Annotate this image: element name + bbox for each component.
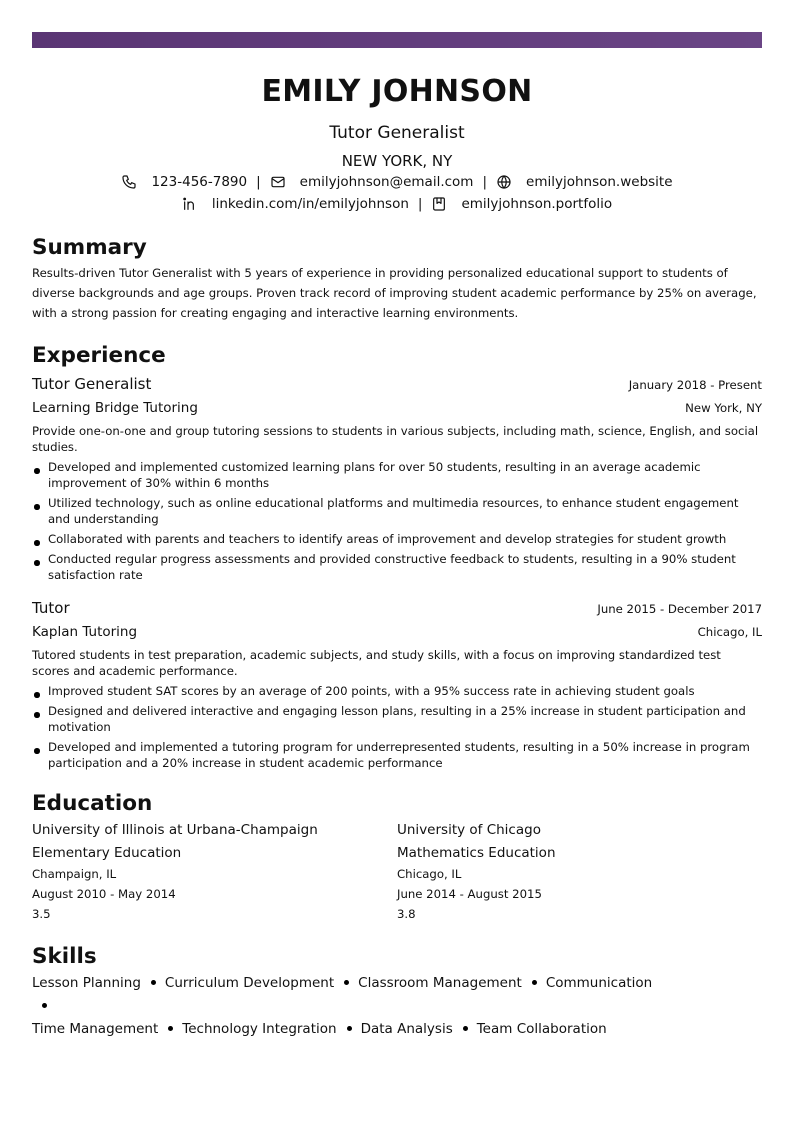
- contact-separator: |: [417, 196, 423, 212]
- education-dates: August 2010 - May 2014: [32, 887, 176, 901]
- website-link[interactable]: emilyjohnson.website: [526, 174, 673, 190]
- job-entry: [32, 373, 762, 583]
- contact-row-2: [32, 193, 762, 215]
- contact-separator: |: [482, 174, 488, 190]
- skill-item: Technology Integration: [182, 1021, 337, 1037]
- school-name: University of Chicago: [397, 822, 541, 838]
- skill-item: Team Collaboration: [476, 1021, 607, 1037]
- skill-item: Classroom Management: [358, 975, 522, 991]
- bullet-separator: [344, 980, 349, 985]
- candidate-title: Tutor Generalist: [329, 123, 465, 143]
- contact-separator: |: [256, 174, 261, 190]
- degree: Elementary Education: [32, 845, 182, 861]
- contact-row-1: [32, 171, 762, 193]
- skills-list: [32, 972, 672, 1041]
- list-item: Conducted regular progress assessments and provided constructive feedback to students, resulting in a 90% student satisfaction rate: [32, 551, 762, 583]
- job-company: Kaplan Tutoring: [32, 624, 138, 640]
- list-item: Improved student SAT scores by an average of 200 points, with a 95% success rate in achieving student goals: [32, 683, 762, 699]
- education-section: [32, 791, 762, 924]
- portfolio-link[interactable]: emilyjohnson.portfolio: [461, 196, 613, 212]
- experience-section: [32, 343, 762, 771]
- gpa: 3.5: [32, 907, 51, 921]
- skill-item: Data Analysis: [360, 1021, 453, 1037]
- job-bullets: [32, 683, 762, 771]
- accent-bar: [32, 32, 762, 48]
- bullet-separator: [532, 980, 537, 985]
- portfolio-contact: [431, 193, 612, 215]
- linkedin-icon: [182, 196, 198, 212]
- job-dates: June 2015 - December 2017: [597, 602, 762, 616]
- job-dates: January 2018 - Present: [628, 378, 762, 392]
- website-contact: [496, 171, 673, 193]
- email-icon: [270, 174, 286, 190]
- skills-heading: Skills: [32, 944, 97, 969]
- list-item: Designed and delivered interactive and engaging lesson plans, resulting in a 25% increase in student participation and motivation: [32, 703, 762, 735]
- phone-number[interactable]: 123-456-7890: [151, 174, 248, 190]
- list-item: Utilized technology, such as online educational platforms and multimedia resources, to enhance student engagement and understanding: [32, 495, 762, 527]
- email-contact: [270, 171, 474, 193]
- skill-item: Time Management: [32, 1021, 159, 1037]
- school-name: University of Illinois at Urbana-Champaign: [32, 822, 318, 838]
- resume-header: [32, 74, 762, 215]
- education-heading: Education: [32, 791, 153, 816]
- job-title: Tutor Generalist: [32, 375, 152, 393]
- job-title: Tutor: [32, 599, 70, 617]
- job-location: Chicago, IL: [697, 625, 762, 639]
- list-item: Collaborated with parents and teachers to identify areas of improvement and develop strategies for student growth: [32, 531, 762, 547]
- gpa: 3.8: [397, 907, 416, 921]
- bullet-separator: [463, 1026, 468, 1031]
- education-entry: [32, 819, 397, 924]
- bullet-separator: [42, 1003, 47, 1008]
- candidate-name: EMILY JOHNSON: [261, 74, 533, 109]
- list-item: Developed and implemented a tutoring program for underrepresented students, resulting in a 50% increase in program participation and a 20% increase in student academic performance: [32, 739, 762, 771]
- linkedin-link[interactable]: linkedin.com/in/emilyjohnson: [211, 196, 409, 212]
- portfolio-icon: [431, 196, 447, 212]
- job-description: Provide one-on-one and group tutoring sessions to students in various subjects, including math, science, English, and social studies.: [32, 424, 759, 454]
- education-dates: June 2014 - August 2015: [397, 887, 542, 901]
- skill-item: Communication: [545, 975, 653, 991]
- summary-section: [32, 235, 762, 323]
- phone-icon: [121, 174, 137, 190]
- job-description: Tutored students in test preparation, academic subjects, and study skills, with a focus on improving standardized test scores and academic performance.: [32, 648, 721, 678]
- job-company: Learning Bridge Tutoring: [32, 400, 198, 416]
- candidate-location: NEW YORK, NY: [341, 152, 453, 170]
- school-location: Champaign, IL: [32, 867, 117, 881]
- linkedin-contact: [182, 193, 409, 215]
- phone-contact: [121, 171, 247, 193]
- skills-section: [32, 944, 762, 1041]
- school-location: Chicago, IL: [397, 867, 462, 881]
- job-location: New York, NY: [685, 401, 762, 415]
- bullet-separator: [168, 1026, 173, 1031]
- list-item: Developed and implemented customized learning plans for over 50 students, resulting in an average academic improvement of 30% within 6 months: [32, 459, 762, 491]
- experience-heading: Experience: [32, 343, 166, 368]
- summary-text: Results-driven Tutor Generalist with 5 years of experience in providing personalized educational support to students of diverse backgrounds and age groups. Proven track record of improving student academic performance by 25% on average, with a strong passion for creating engaging and interactive learning environments.: [32, 266, 757, 320]
- resume-page: [32, 32, 762, 1041]
- summary-heading: Summary: [32, 235, 147, 260]
- skill-item: Lesson Planning: [32, 975, 141, 991]
- degree: Mathematics Education: [397, 845, 556, 861]
- globe-icon: [496, 174, 512, 190]
- education-entry: [397, 819, 762, 924]
- skill-item: Curriculum Development: [164, 975, 335, 991]
- job-bullets: [32, 459, 762, 583]
- job-entry: [32, 597, 762, 771]
- bullet-separator: [151, 980, 156, 985]
- email-address[interactable]: emilyjohnson@email.com: [299, 174, 474, 190]
- bullet-separator: [347, 1026, 352, 1031]
